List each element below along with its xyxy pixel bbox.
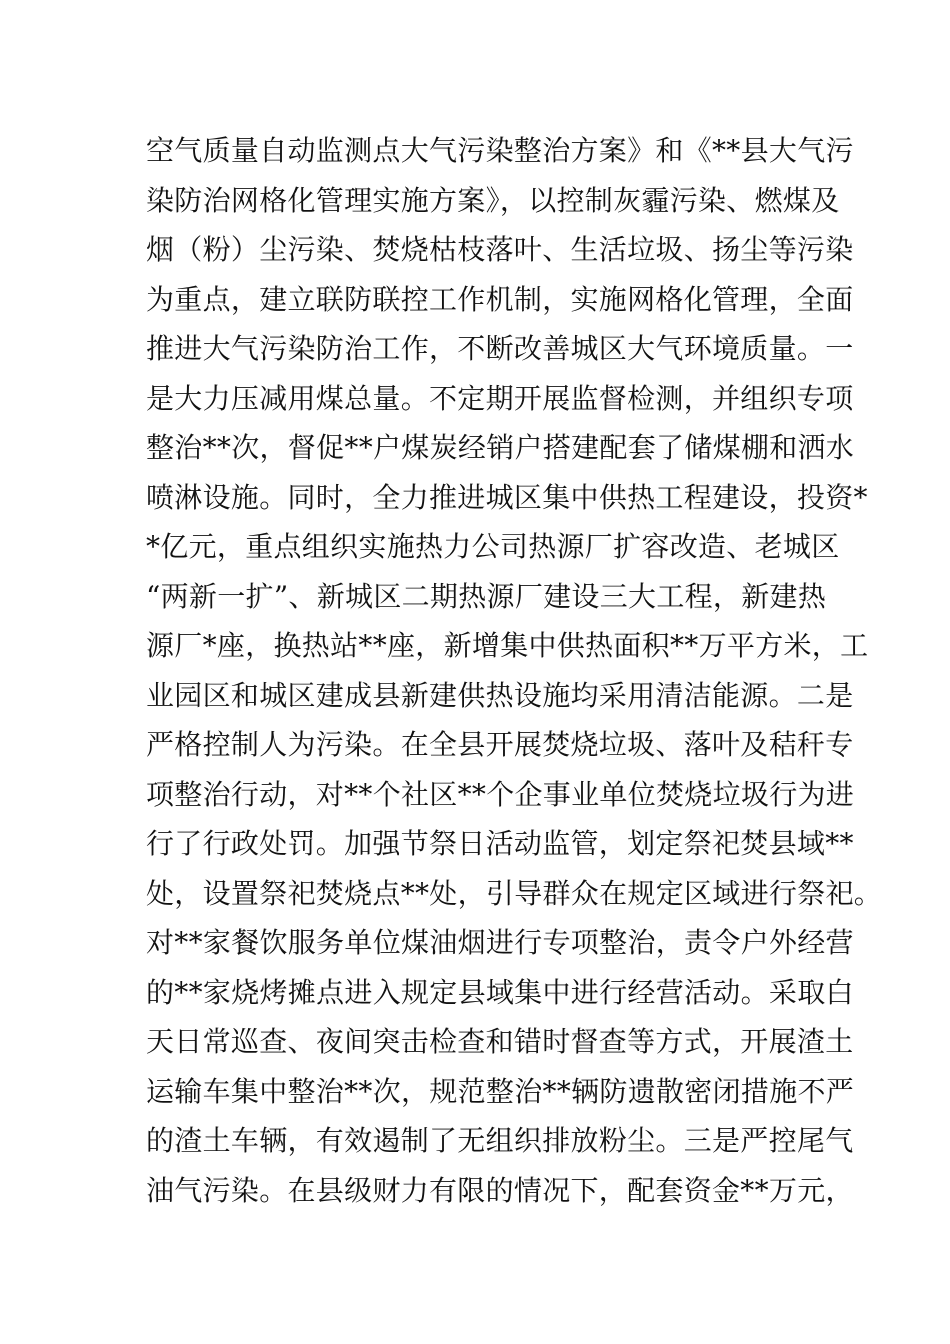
text-line: 天日常巡查、夜间突击检查和错时督查等方式，开展渣土 xyxy=(146,1025,854,1058)
text-line: 的渣土车辆，有效遏制了无组织排放粉尘。三是严控尾气 xyxy=(146,1124,854,1157)
body-text xyxy=(146,126,883,1215)
text-line: 油气污染。在县级财力有限的情况下，配套资金**万元， xyxy=(146,1173,854,1207)
text-line: 的**家烧烤摊点进入规定县域集中进行经营活动。采取白 xyxy=(146,975,854,1009)
text-line: 染防治网格化管理实施方案》，以控制灰霾污染、燃煤及 xyxy=(146,183,840,217)
text-line: 业园区和城区建成县新建供热设施均采用清洁能源。二是 xyxy=(146,678,854,712)
text-line: 喷淋设施。同时，全力推进城区集中供热工程建设，投资* xyxy=(146,480,868,514)
text-line: “两新一扩”、新城区二期热源厂建设三大工程，新建热 xyxy=(146,579,827,613)
text-line: 对**家餐饮服务单位煤油烟进行专项整治，责令户外经营 xyxy=(146,926,854,959)
text-line: *亿元，重点组织实施热力公司热源厂扩容改造、老城区 xyxy=(146,530,840,563)
text-line: 是大力压减用煤总量。不定期开展监督检测，并组织专项 xyxy=(146,381,854,415)
text-line: 空气质量自动监测点大气污染整治方案》和《**县大气污 xyxy=(146,134,854,167)
text-line: 处，设置祭祀焚烧点**处，引导群众在规定区域进行祭祀。 xyxy=(146,876,883,910)
text-line: 运输车集中整治**次，规范整治**辆防遗散密闭措施不严 xyxy=(146,1074,855,1108)
text-line: 项整治行动，对**个社区**个企事业单位焚烧垃圾行为进 xyxy=(146,777,855,811)
text-line: 为重点，建立联防联控工作机制，实施网格化管理，全面 xyxy=(146,282,854,316)
text-line: 推进大气污染防治工作，不断改善城区大气环境质量。一 xyxy=(146,332,854,365)
text-line: 源厂*座，换热站**座，新增集中供热面积**万平方米，工 xyxy=(146,629,869,662)
text-line: 烟（粉）尘污染、焚烧枯枝落叶、生活垃圾、扬尘等污染 xyxy=(146,233,854,266)
text-line: 严格控制人为污染。在全县开展焚烧垃圾、落叶及秸秆专 xyxy=(146,728,854,761)
text-line: 整治**次，督促**户煤炭经销户搭建配套了储煤棚和洒水 xyxy=(146,431,855,464)
text-line: 行了行政处罚。加强节祭日活动监管，划定祭祀焚县域** xyxy=(146,827,854,860)
